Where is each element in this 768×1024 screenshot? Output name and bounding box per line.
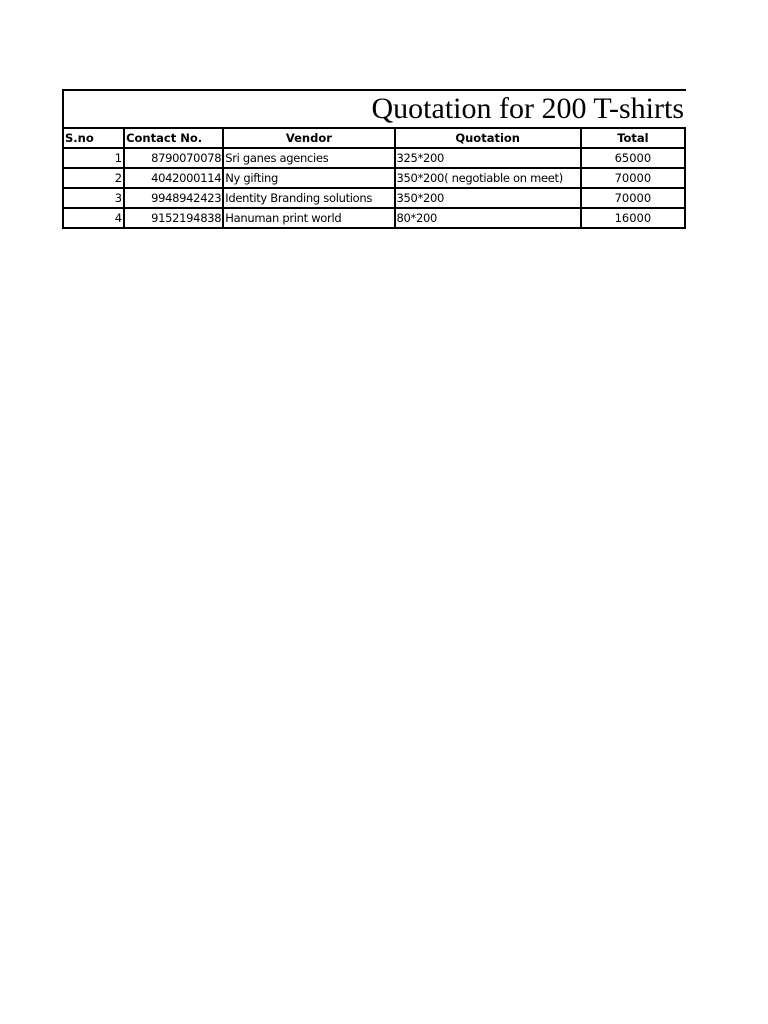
cell-quotation: 350*200 (395, 188, 581, 208)
cell-sno: 4 (64, 208, 124, 228)
cell-quotation: 350*200( negotiable on meet) (395, 168, 581, 188)
header-contact: Contact No. (124, 129, 223, 148)
table-row (64, 168, 685, 188)
cell-vendor: Sri ganes agencies (223, 148, 394, 168)
cell-vendor: Ny gifting (223, 168, 394, 188)
cell-sno: 1 (64, 148, 124, 168)
header-quotation: Quotation (395, 129, 581, 148)
cell-total: 16000 (581, 208, 685, 228)
cell-contact: 9152194838 (124, 208, 223, 228)
cell-sno: 2 (64, 168, 124, 188)
cell-contact: 9948942423 (124, 188, 223, 208)
header-vendor: Vendor (223, 129, 394, 148)
table-row (64, 188, 685, 208)
table-row (64, 148, 685, 168)
cell-vendor: Identity Branding solutions (223, 188, 394, 208)
table-row (64, 208, 685, 228)
quotation-table (64, 129, 686, 229)
header-row (64, 129, 685, 148)
cell-contact: 4042000114 (124, 168, 223, 188)
page-title: Quotation for 200 T-shirts (371, 92, 684, 125)
cell-quotation: 80*200 (395, 208, 581, 228)
quotation-sheet (62, 89, 686, 229)
cell-total: 65000 (581, 148, 685, 168)
header-total: Total (581, 129, 685, 148)
cell-total: 70000 (581, 188, 685, 208)
title-row (64, 91, 686, 129)
cell-total: 70000 (581, 168, 685, 188)
cell-vendor: Hanuman print world (223, 208, 394, 228)
cell-contact: 8790070078 (124, 148, 223, 168)
cell-quotation: 325*200 (395, 148, 581, 168)
cell-sno: 3 (64, 188, 124, 208)
header-sno: S.no (64, 129, 124, 148)
